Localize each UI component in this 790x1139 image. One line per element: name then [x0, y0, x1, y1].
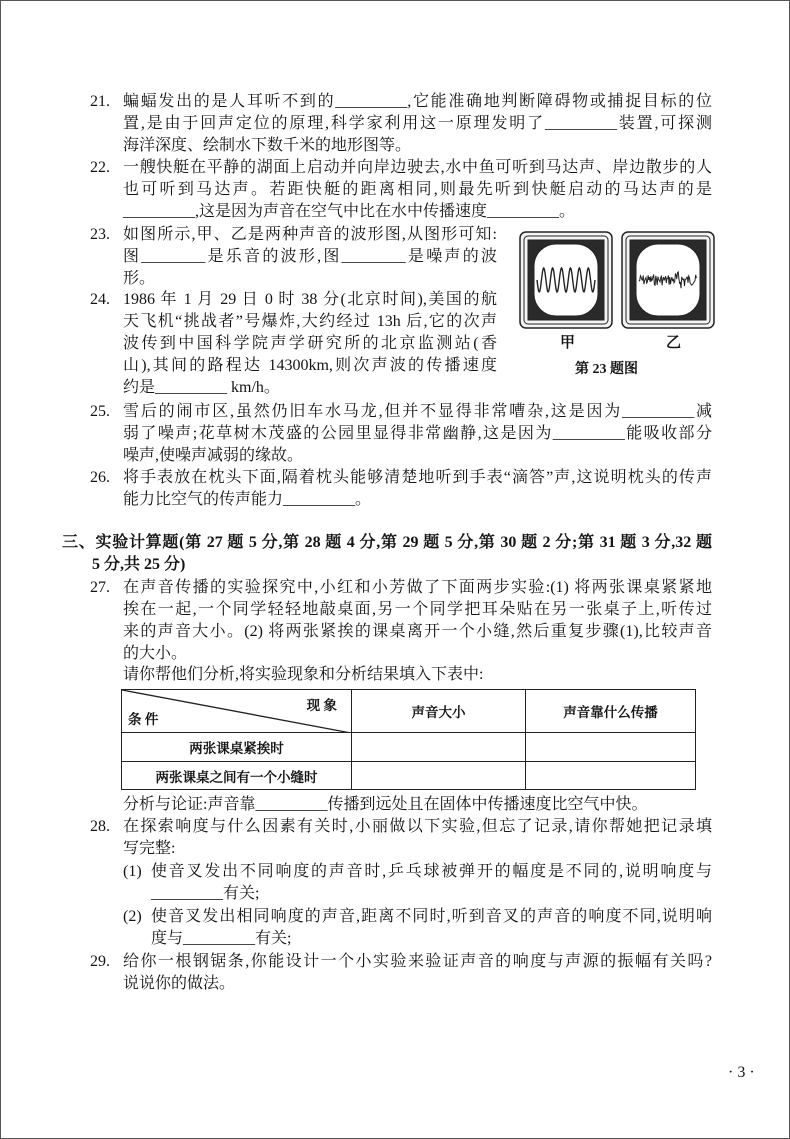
question-number: 22.	[90, 159, 110, 176]
question-28-part-1	[123, 861, 712, 905]
waveform-monitors-illustration	[515, 228, 720, 378]
question-line: 波传到中国科学院声学研究所的北京监测站(香	[123, 335, 497, 352]
question-line: 形。	[123, 270, 156, 287]
table-corner-cell	[122, 690, 352, 733]
section-heading-line: 5 分,共 25 分)	[92, 556, 186, 573]
question-line: 约是_________ km/h。	[123, 379, 280, 396]
section-heading	[62, 532, 712, 576]
question-line: 使音叉发出不同响度的声音时,乒乓球被弹开的幅度是不同的,说明响度与	[151, 863, 712, 880]
question-number: (2)	[123, 908, 142, 925]
question-line: 挨在一起,一个同学轻轻地敲桌面,另一个同学把耳朵贴在另一张桌子上,听传过	[123, 601, 712, 618]
question-line: 弱了噪声;花草树木茂盛的公园里显得非常幽静,这是因为_________能吸收部分	[123, 425, 712, 442]
question-line: 能力比空气的传声能力_________。	[123, 491, 372, 508]
question-line: 海洋深度、绘制水下数千米的地形图等。	[123, 137, 412, 154]
question-line: 如图所示,甲、乙是两种声音的波形图,从图形可知:	[123, 226, 497, 243]
experiment-table	[121, 689, 696, 790]
question-line: 来的声音大小。(2) 将两张紧挨的课桌离开一个小缝,然后重复步骤(1),比较声音	[123, 623, 712, 640]
conclusion-text: 分析与论证:声音靠_________传播到远处且在固体中传播速度比空气中快。	[123, 796, 648, 813]
question-number: 24.	[90, 291, 110, 308]
question-line: 1986 年 1 月 29 日 0 时 38 分(北京时间),美国的航	[123, 291, 497, 308]
question-number: 26.	[90, 469, 110, 486]
page-number: · 3 ·	[728, 1064, 755, 1081]
question-line: 使音叉发出相同响度的声音,距离不同时,听到音叉的声音的响度不同,说明响	[151, 908, 712, 925]
question-line: 蝙蝠发出的是人耳听不到的_________,它能准确地判断障碍物或捕捉目标的位	[123, 93, 712, 110]
question-number: (1)	[123, 863, 142, 880]
question-line: 在探索响度与什么因素有关时,小丽做以下实验,但忘了记录,请你帮她把记录填	[123, 818, 712, 835]
answer-cell[interactable]	[352, 733, 526, 762]
question-line: 写完整:	[123, 840, 176, 857]
question-line: 雪后的闹市区,虽然仍旧车水马龙,但并不显得非常嘈杂,这是因为_________减	[123, 403, 712, 420]
answer-cell[interactable]	[526, 733, 696, 762]
figure-23	[515, 228, 720, 378]
section-heading-line: 三、实验计算题(第 27 题 5 分,第 28 题 4 分,第 29 题 5 分,第 30 题 2 分;第 31 题 3 分,32 题	[62, 534, 712, 551]
figure-caption: 第 23 题图	[575, 362, 638, 377]
question-line: 一艘快艇在平静的湖面上启动并向岸边驶去,水中鱼可听到马达声、岸边散步的人	[123, 159, 712, 176]
question-number: 28.	[90, 818, 110, 835]
question-line: 山),其间的路程达 14300km,则次声波的传播速度	[123, 357, 497, 374]
question-line: 说说你的做法。	[123, 975, 236, 992]
table-row	[122, 762, 696, 790]
question-number: 29.	[90, 953, 110, 970]
question-line: 天飞机“挑战者”号爆炸,大约经过 13h 后,它的次声	[123, 313, 497, 330]
corner-label-condition: 条 件	[128, 712, 159, 727]
question-line: 噪声,使噪声减弱的缘故。	[123, 447, 304, 464]
question-line: 在声音传播的实验探究中,小红和小芳做了下面两步实验:(1) 将两张课桌紧紧地	[123, 579, 712, 596]
question-number: 23.	[90, 226, 110, 243]
answer-cell[interactable]	[526, 762, 696, 790]
column-header: 声音大小	[352, 690, 526, 733]
question-28	[90, 816, 712, 860]
answer-cell[interactable]	[352, 762, 526, 790]
question-number: 27.	[90, 579, 110, 596]
row-label: 两张课桌紧挨时	[122, 733, 352, 762]
question-27-instruction	[123, 664, 712, 686]
question-28-part-2	[123, 906, 712, 950]
question-line: 的大小。	[123, 645, 188, 662]
monitor-a	[520, 232, 612, 328]
figure-label-b: 乙	[666, 335, 682, 351]
column-header: 声音靠什么传播	[526, 690, 696, 733]
question-line: _________有关;	[151, 885, 260, 902]
figure-label-a: 甲	[560, 335, 576, 351]
question-number: 21.	[90, 93, 110, 110]
question-22	[90, 157, 712, 223]
question-24	[90, 289, 497, 399]
question-29	[90, 951, 712, 995]
monitor-b	[622, 232, 714, 328]
question-line: 将手表放在枕头下面,隔着枕头能够清楚地听到手表“滴答”声,这说明枕头的传声	[123, 469, 712, 486]
table-row	[122, 733, 696, 762]
question-line: 置,是由于回声定位的原理,科学家利用这一原理发明了_________装置,可探测	[123, 115, 712, 132]
question-line: 图________是乐音的波形,图________是噪声的波	[123, 248, 497, 265]
question-line: _________,这是因为声音在空气中比在水中传播速度_________。	[123, 203, 576, 220]
question-21	[90, 91, 712, 157]
corner-label-phenomenon: 现 象	[306, 698, 337, 713]
question-27	[90, 577, 712, 665]
question-27-conclusion	[123, 794, 712, 816]
instruction-text: 请你帮他们分析,将实验现象和分析结果填入下表中:	[123, 666, 484, 683]
question-line: 也可听到马达声。若距快艇的距离相同,则最先听到快艇启动的马达声的是	[123, 181, 712, 198]
question-25	[90, 401, 712, 467]
row-label: 两张课桌之间有一个小缝时	[122, 762, 352, 790]
question-line: 给你一根钢锯条,你能设计一个小实验来验证声音的响度与声源的振幅有关吗?	[123, 953, 712, 970]
question-line: 度与_________有关;	[151, 930, 292, 947]
question-23	[90, 224, 497, 290]
question-number: 25.	[90, 403, 110, 420]
question-26	[90, 467, 712, 511]
